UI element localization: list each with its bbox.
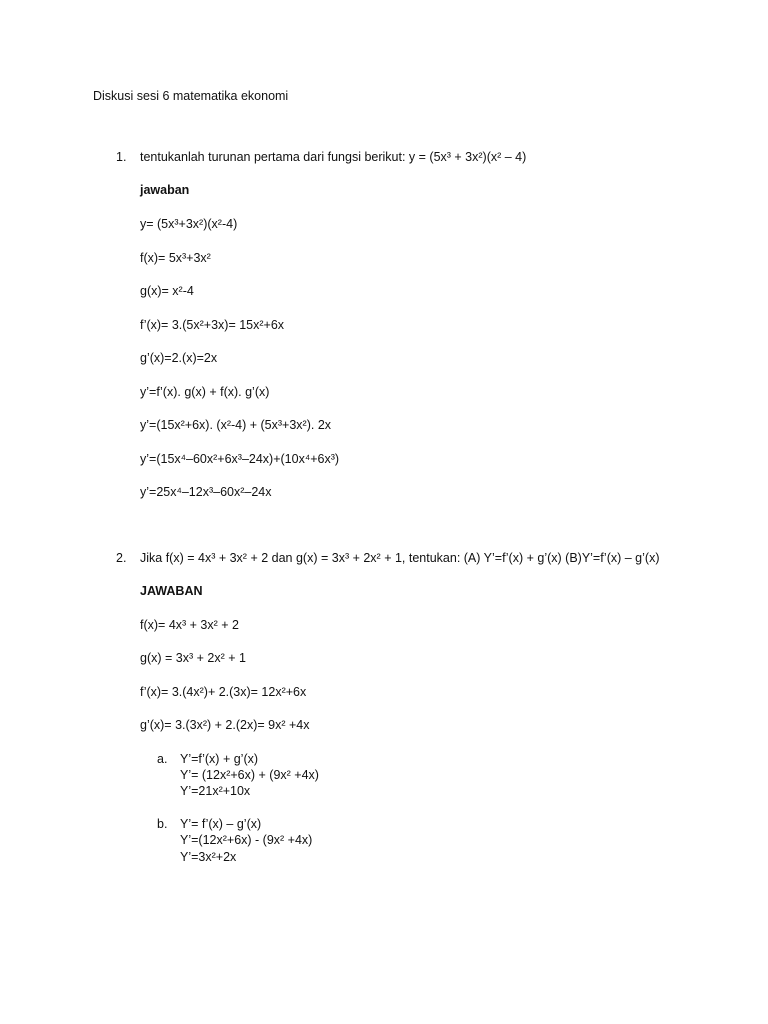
question-2-text: Jika f(x) = 4x³ + 3x² + 2 dan g(x) = 3x³ + 2x² + 1, tentukan: (A) Y’=f’(x) + g’(x) (B)Y’=f’(x) – g’(x) — [140, 551, 660, 565]
question-1-text: tentukanlah turunan pertama dari fungsi berikut: y = (5x³ + 3x²)(x² – 4) — [140, 150, 527, 164]
q1-step-5: g’(x)=2.(x)=2x — [140, 351, 218, 365]
q1-step-4: f’(x)= 3.(5x²+3x)= 15x²+6x — [140, 318, 285, 332]
q2-step-2: g(x) = 3x³ + 2x² + 1 — [140, 651, 246, 665]
part-b-letter: b. — [157, 817, 168, 831]
q1-step-1: y= (5x³+3x²)(x²-4) — [140, 217, 238, 231]
part-a-line-2: Y’= (12x²+6x) + (9x² +4x) — [180, 768, 319, 782]
question-2-answer-label: JAWABAN — [140, 584, 203, 598]
part-a-line-3: Y’=21x²+10x — [180, 784, 251, 798]
q1-step-2: f(x)= 5x³+3x² — [140, 251, 211, 265]
part-a-line-1: Y’=f’(x) + g’(x) — [180, 752, 259, 766]
q2-step-3: f’(x)= 3.(4x²)+ 2.(3x)= 12x²+6x — [140, 685, 307, 699]
question-2-number: 2. — [116, 551, 127, 565]
q1-step-8: y’=(15x⁴–60x²+6x³–24x)+(10x⁴+6x³) — [140, 452, 340, 466]
document-title: Diskusi sesi 6 matematika ekonomi — [93, 89, 289, 103]
question-1-answer-label: jawaban — [140, 183, 190, 197]
part-b-line-1: Y’= f’(x) – g’(x) — [180, 817, 262, 831]
part-b-line-2: Y’=(12x²+6x) - (9x² +4x) — [180, 833, 313, 847]
q1-step-7: y’=(15x²+6x). (x²-4) + (5x³+3x²). 2x — [140, 418, 332, 432]
q1-step-9: y’=25x⁴–12x³–60x²–24x — [140, 485, 272, 499]
q2-step-1: f(x)= 4x³ + 3x² + 2 — [140, 618, 239, 632]
q2-step-4: g’(x)= 3.(3x²) + 2.(2x)= 9x² +4x — [140, 718, 310, 732]
part-a-letter: a. — [157, 752, 168, 766]
q1-step-3: g(x)= x²-4 — [140, 284, 194, 298]
part-b-line-3: Y’=3x²+2x — [180, 850, 237, 864]
q1-step-6: y’=f’(x). g(x) + f(x). g’(x) — [140, 385, 270, 399]
question-1-number: 1. — [116, 150, 127, 164]
